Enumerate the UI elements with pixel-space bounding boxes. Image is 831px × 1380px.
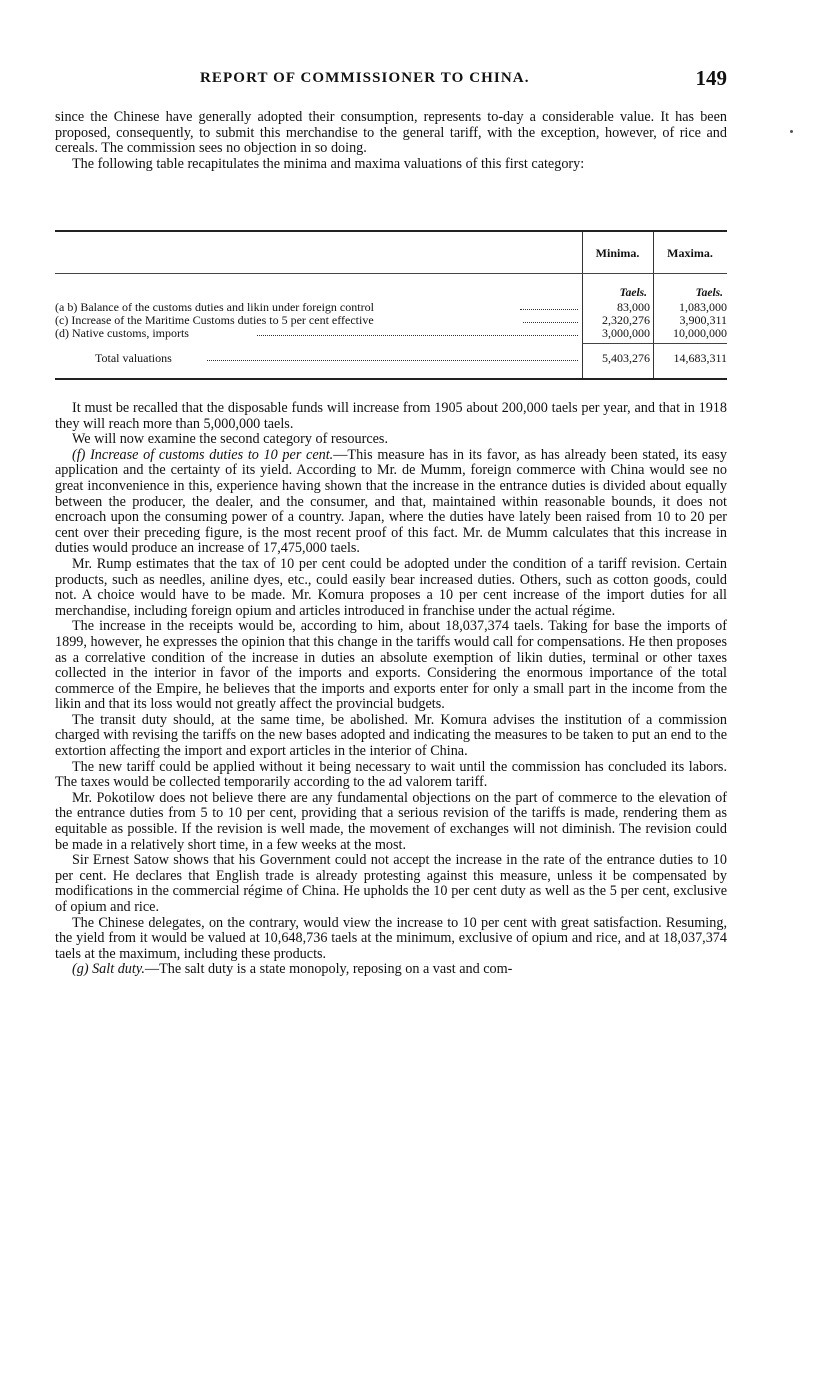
running-title: REPORT OF COMMISSIONER TO CHINA. xyxy=(200,70,530,86)
paragraph-text: —The salt duty is a state monopoly, reposing on a vast and com- xyxy=(144,961,513,978)
valuations-table xyxy=(55,230,727,380)
paragraph: The increase in the receipts would be, according to him, about 18,037,374 taels. Taking for base the imports of 1899, however, he expresses the opinion that this change in the tariffs would call for compensations. He then proposes as a correlative condition of the increase in duties an absolute exemption of likin duties, terminal or other taxes collected in the interior in favor of the imports and exports. Considering the enormous importance of the total commerce of the Empire, he believes that the imports and exports enter for only a small part in the income from the likin and that its loss would not greatly affect the provincial budgets. xyxy=(55,618,727,713)
row-label: (d) Native customs, imports xyxy=(55,326,189,340)
table-header-rule xyxy=(55,273,727,274)
paragraph: The Chinese delegates, on the contrary, would view the increase to 10 per cent with great satisfaction. Resuming, the yield from it would be valued at 10,648,736 taels at the minimum, exclusive of opium and rice, and at 18,037,374 taels at the maximum, including these products. xyxy=(55,914,727,962)
column-header-minima: Minima. xyxy=(595,246,640,260)
unit-minima: Taels. xyxy=(619,287,647,299)
row-label: (a b) Balance of the customs duties and likin under foreign control xyxy=(55,300,374,314)
column-header-maxima: Maxima. xyxy=(667,246,713,260)
body-text xyxy=(55,401,727,978)
table-top-rule xyxy=(55,230,727,232)
total-minima: 5,403,276 xyxy=(602,351,650,365)
paragraph: The new tariff could be applied without it being necessary to wait until the commission has concluded its labors. The taxes would be collected temporarily according to the ad valorem tariff. xyxy=(55,758,727,791)
leader-dots xyxy=(207,351,578,361)
paragraph: We will now examine the second category of resources. xyxy=(72,431,388,448)
total-rule xyxy=(582,343,727,344)
row-label: (c) Increase of the Maritime Customs duties to 5 per cent effective xyxy=(55,313,374,327)
table-total-row xyxy=(55,351,727,364)
paragraph: Mr. Rump estimates that the tax of 10 per cent could be adopted under the condition of a tariff revision. Certain products, such as needles, aniline dyes, etc., could easily bear increased duties. Others, such as cotton goods, could not. A choice would have to be made. Mr. Komura proposes a 10 per cent increase of the import duties for all merchandise, including foreign opium and articles introduced in franchise under the actual régime. xyxy=(55,555,727,619)
total-maxima: 14,683,311 xyxy=(673,351,727,365)
paragraph: Sir Ernest Satow shows that his Government could not accept the increase in the rate of the entrance duties to 10 per cent. He declares that English trade is already protesting against this measure, unless it be compensated by modifications in the commercial régime of China. He upholds the 10 per cent duty as well as the 5 per cent, exclusive of opium and rice. xyxy=(55,852,727,915)
page-number: 149 xyxy=(695,66,727,90)
section-heading-f: (f) Increase of customs duties to 10 per cent. xyxy=(72,446,334,463)
section-heading-g: (g) Salt duty. xyxy=(72,961,145,978)
row-maxima: 10,000,000 xyxy=(673,326,727,340)
paragraph-table-intro: The following table recapitulates the minima and maxima valuations of this first category: xyxy=(72,155,585,172)
paragraph-section-f xyxy=(55,448,727,557)
table-bottom-rule xyxy=(55,378,727,380)
paragraph-continued: since the Chinese have generally adopted their consumption, represents to-day a considerable value. It has been proposed, consequently, to submit this merchandise to the general tariff, with the exception, however, of rice and cereals. The commission sees no objection in so doing. xyxy=(55,109,727,157)
row-minima: 2,320,276 xyxy=(602,313,650,327)
leader-dots xyxy=(257,326,578,336)
table-row xyxy=(55,313,727,326)
paragraph-section-g xyxy=(55,962,727,978)
leader-dots xyxy=(523,313,578,323)
running-header xyxy=(55,68,727,92)
paragraph-text: —This measure has in its favor, as has already been stated, its easy application and the certainty of its yield. According to Mr. de Mumm, foreign commerce with China would see no great inconvenience in this, experience having shown that the increase in the entrance duties is divided about equally between the producer, the dealer, and the consumer, and that, maintained within reasonable bounds, it does not encroach upon the consuming power of a country. Japan, where the duties have lately been raised from 10 to 20 per cent over their preceding figure, is the most recent proof of this fact. Mr. de Mumm calculates that this increase in duties would produce an increase of 17,475,000 taels. xyxy=(55,446,727,557)
row-maxima: 1,083,000 xyxy=(679,300,727,314)
margin-speck xyxy=(790,130,793,133)
paragraph: The transit duty should, at the same time, be abolished. Mr. Komura advises the institution of a commission charged with revising the tariffs on the new bases adopted and indicating the measures to be taken to put an end to the extortion affecting the import and export articles in the interior of China. xyxy=(55,711,727,760)
row-maxima: 3,900,311 xyxy=(679,313,727,327)
intro-text xyxy=(55,110,727,172)
table-row xyxy=(55,326,727,339)
paragraph: It must be recalled that the disposable funds will increase from 1905 about 200,000 taels per year, and that in 1918 they will reach more than 5,000,000 taels. xyxy=(55,400,727,432)
unit-maxima: Taels. xyxy=(695,287,723,299)
paragraph: Mr. Pokotilow does not believe there are any fundamental objections on the part of commerce to the elevation of the entrance duties from 5 to 10 per cent, providing that a serious revision of the tariffs is made, rendering them as equitable as possible. If the revision is well made, the movement of exchanges will not diminish. The revision could be made in a relatively short time, in a few weeks at the most. xyxy=(55,789,727,853)
leader-dots xyxy=(520,300,578,310)
table-row xyxy=(55,300,727,313)
total-label: Total valuations xyxy=(95,351,172,365)
row-minima: 3,000,000 xyxy=(602,326,650,340)
row-minima: 83,000 xyxy=(617,300,650,314)
